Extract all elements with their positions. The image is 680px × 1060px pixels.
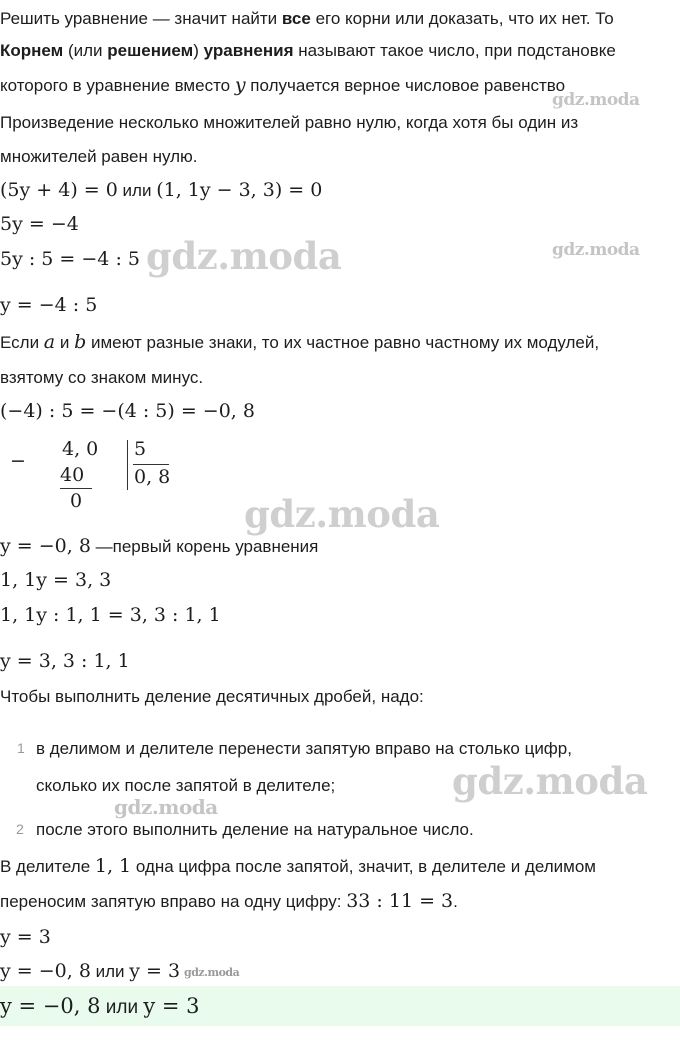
- rule-line-2: множителей равен нулю.: [0, 147, 198, 166]
- divisor-explanation-line-1: В делителе 1, 1 одна цифра после запятой, значит, в делителе и делимом: [0, 855, 596, 877]
- list-number-2: 2: [16, 821, 24, 837]
- division-divisor: 5: [134, 438, 147, 460]
- divisor-explanation-line-2: переносим запятую вправо на одну цифру: 33 : 11 = 3.: [0, 890, 458, 912]
- watermark-logo: gdz.moda: [114, 795, 218, 819]
- equation-factors: (5y + 4) = 0 или (1, 1y − 3, 3) = 0: [0, 179, 323, 201]
- decimal-rule-intro: Чтобы выполнить деление десятичных дробей, надо:: [0, 687, 424, 706]
- equation-step-3: y = −4 : 5: [0, 294, 98, 316]
- division-subtract-rule: [60, 488, 92, 489]
- first-root-line: y = −0, 8 —первый корень уравнения: [0, 535, 319, 557]
- watermark-logo: gdz.moda: [146, 234, 342, 278]
- watermark-logo: gdz.moda: [552, 90, 640, 110]
- long-division: [0, 436, 200, 516]
- list-number-1: 1: [17, 740, 25, 756]
- division-remainder: 0: [70, 490, 83, 512]
- sign-rule-line-1: Если a и b имеют разные знаки, то их частное равно частному их модулей,: [0, 331, 600, 353]
- equation-second-factor: 1, 1y = 3, 3: [0, 569, 112, 591]
- equation-division-sign: (−4) : 5 = −(4 : 5) = −0, 8: [0, 400, 255, 422]
- rule-line-1: Произведение несколько множителей равно нулю, когда хотя бы один из: [0, 113, 579, 132]
- equation-second-step-1: 1, 1y : 1, 1 = 3, 3 : 1, 1: [0, 604, 221, 626]
- division-dividend: 4, 0: [62, 438, 99, 460]
- equation-step-2: 5y : 5 = −4 : 5: [0, 248, 140, 270]
- sign-rule-line-2: взятому со знаком минус.: [0, 368, 204, 387]
- watermark-logo: gdz.moda: [244, 492, 440, 536]
- watermark-logo: gdz.moda: [184, 966, 240, 979]
- list-item-1-line-1: в делимом и делителе перенести запятую вправо на столько цифр,: [36, 739, 572, 758]
- watermark-logo: gdz.moda: [452, 759, 648, 803]
- list-item-1-line-2: сколько их после запятой в делителе;: [36, 776, 336, 795]
- second-root-line: y = 3: [0, 926, 51, 948]
- division-divisor-rule: [133, 464, 169, 465]
- roots-summary-line: y = −0, 8 или y = 3: [0, 960, 181, 982]
- division-quotient: 0, 8: [134, 466, 171, 488]
- division-minus: −: [10, 450, 26, 472]
- equation-second-step-2: y = 3, 3 : 1, 1: [0, 650, 130, 672]
- equation-step-1: 5y = −4: [0, 213, 79, 235]
- definition-line-3: которого в уравнение вместо y получается верное числовое равенство: [0, 74, 566, 96]
- division-subtract: 40: [60, 464, 85, 486]
- definition-line-2: Корнем (или решением) уравнения называют такое число, при подстановке: [0, 41, 616, 60]
- list-item-2-line-1: после этого выполнить деление на натуральное число.: [36, 820, 474, 839]
- definition-line-1: Решить уравнение — значит найти все его корни или доказать, что их нет. То: [0, 9, 614, 28]
- answer-line: y = −0, 8 или y = 3: [0, 994, 200, 1018]
- division-vertical-rule: [127, 440, 128, 490]
- watermark-logo: gdz.moda: [552, 240, 640, 260]
